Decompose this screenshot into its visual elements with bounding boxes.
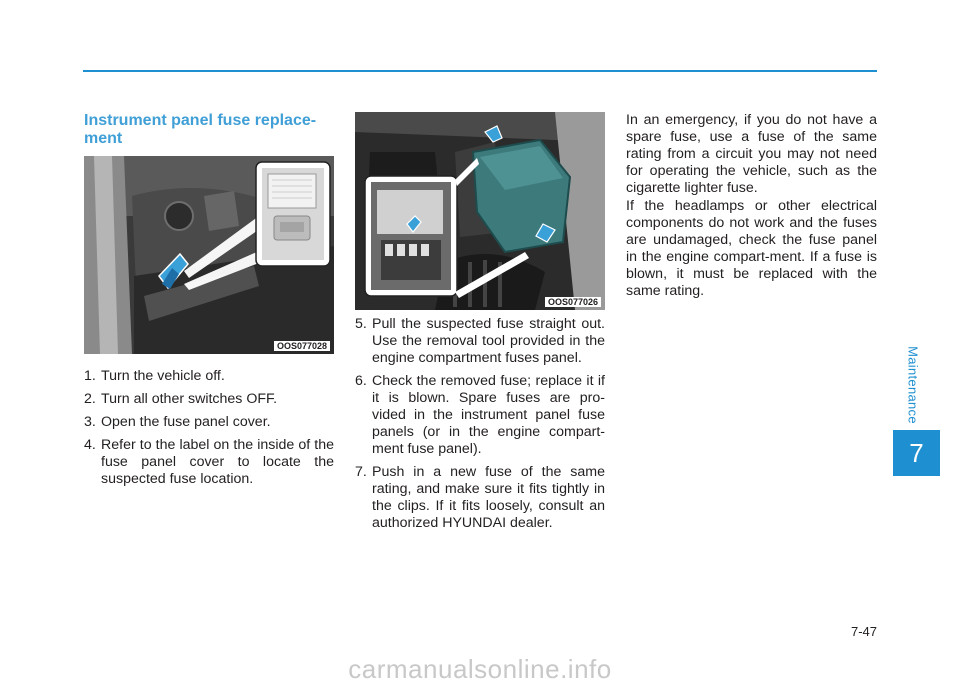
step-text: Refer to the label on the inside of the fuse panel cover to locate the suspected fuse location.	[101, 437, 334, 487]
step-number: 4.	[84, 437, 96, 453]
step-text: Pull the suspected fuse straight out. Use the removal tool provided in the engine compartment fuses panel.	[372, 316, 605, 366]
chapter-tab: 7	[893, 430, 940, 476]
step-text: Check the removed fuse; replace it if it is blown. Spare fuses are pro-vided in the instrument panel fuse panels (or in the engine compart-ment fuse panel).	[372, 373, 605, 457]
step-item	[84, 437, 334, 488]
step-text: Push in a new fuse of the same rating, and make sure it fits tightly in the clips. If it fits loosely, consult an authorized HYUNDAI dealer.	[372, 464, 605, 531]
section-label-text: Maintenance	[905, 346, 921, 424]
steps-list-middle	[355, 316, 605, 538]
section-side-label	[893, 340, 933, 430]
step-item	[84, 414, 334, 431]
step-item	[355, 464, 605, 532]
paragraph-headlamps: If the headlamps or other electrical components do not work and the fuses are undamaged, check the fuse panel in the engine compart-ment. If a fuse is blown, it must be replaced with the same rating.	[626, 198, 877, 299]
figure-engine-fuse-box	[355, 112, 605, 310]
steps-list-left	[84, 368, 334, 494]
figure-caption: OOS077028	[274, 341, 330, 351]
engine-compartment-photo	[355, 112, 605, 310]
step-number: 1.	[84, 368, 96, 384]
page-number: 7-47	[850, 624, 877, 639]
step-number: 3.	[84, 414, 96, 430]
watermark: carmanualsonline.info	[348, 654, 612, 684]
step-text: Open the fuse panel cover.	[101, 414, 271, 430]
step-item	[355, 373, 605, 458]
step-number: 6.	[355, 373, 367, 389]
instrument-panel-photo	[84, 156, 334, 354]
paragraph-emergency: In an emergency, if you do not have a spare fuse, use a fuse of the same rating from a circuit you may not need for operating the vehicle, such as the cigarette lighter fuse.	[626, 112, 877, 196]
step-text: Turn the vehicle off.	[101, 368, 225, 384]
header-rule	[83, 70, 877, 72]
step-item	[84, 391, 334, 408]
step-item	[355, 316, 605, 367]
step-number: 5.	[355, 316, 367, 332]
section-heading: Instrument panel fuse replace-ment	[84, 112, 317, 147]
step-number: 2.	[84, 391, 96, 407]
step-number: 7.	[355, 464, 367, 480]
step-text: Turn all other switches OFF.	[101, 391, 278, 407]
step-item	[84, 368, 334, 385]
figure-instrument-panel	[84, 156, 334, 354]
figure-caption: OOS077026	[545, 297, 601, 307]
